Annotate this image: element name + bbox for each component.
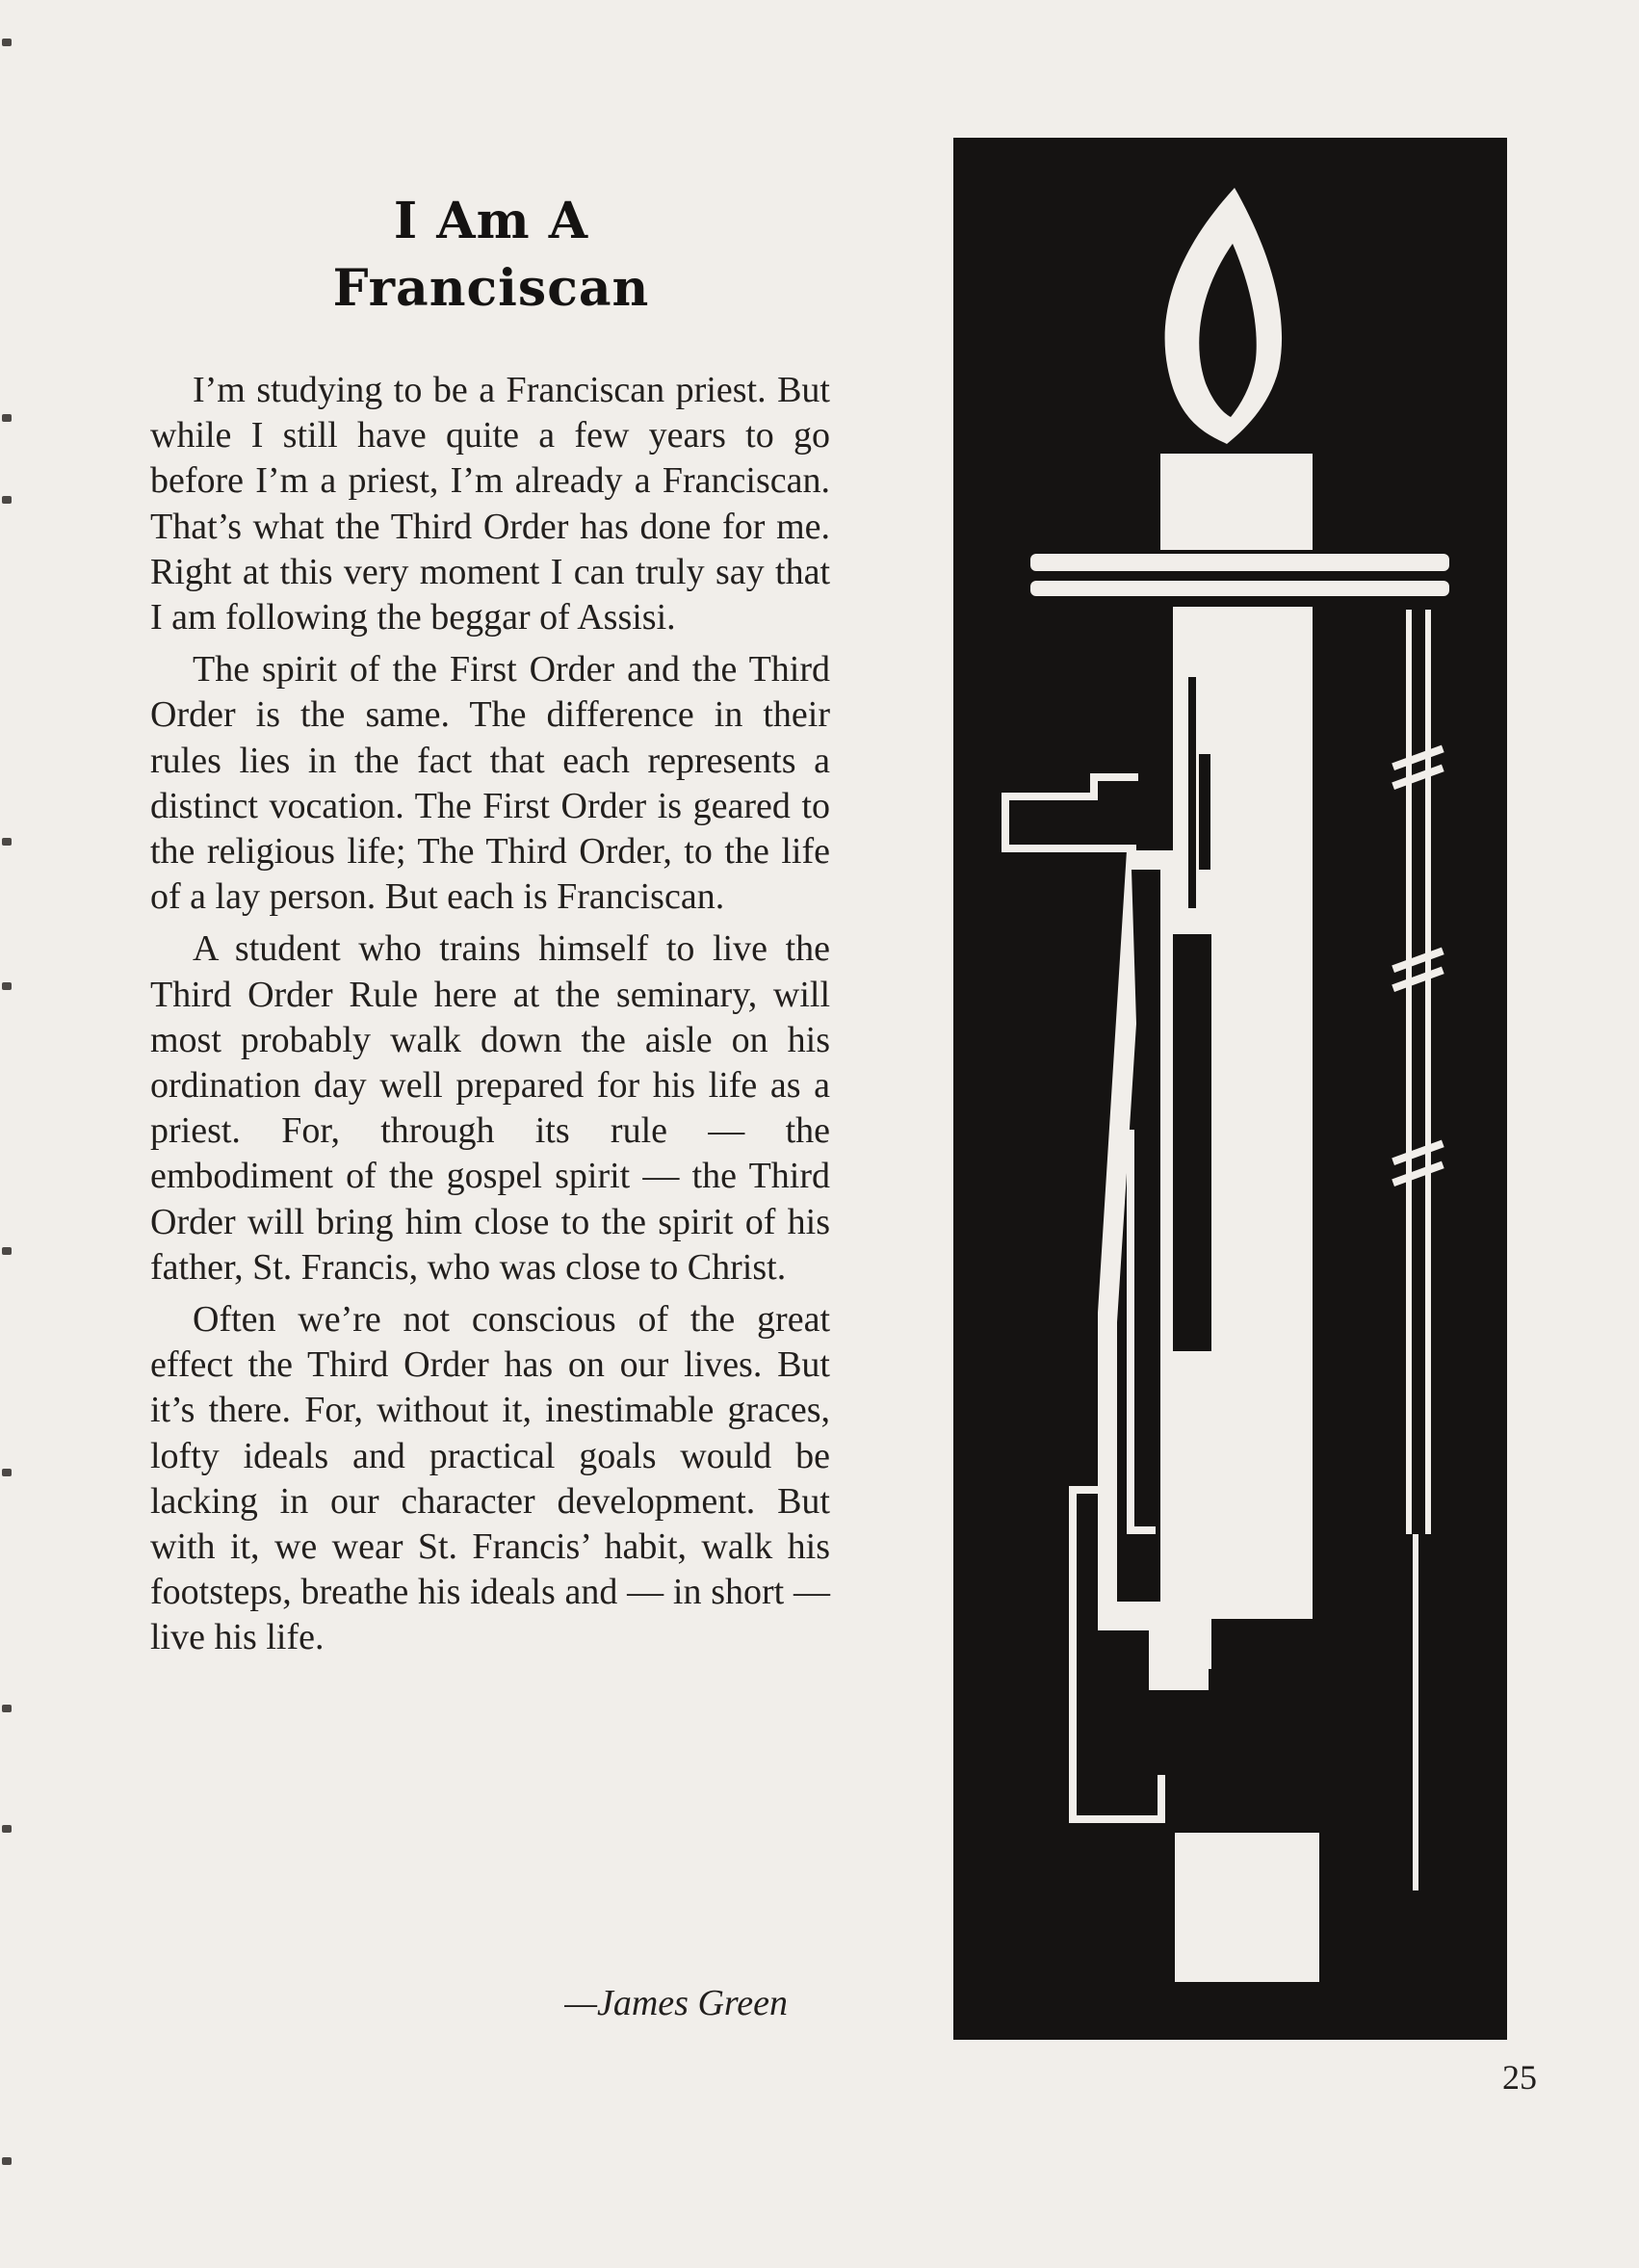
article-body [150, 368, 830, 1668]
binding-hole-mark [2, 2157, 12, 2165]
paragraph-4: Often we’re not conscious of the great effect the Third Order has on our lives. But it’s there. For, without it, inestimable graces, lofty ideals and practical goals would be lacking in our character development. But with it, we wear St. Francis’ habit, walk his footsteps, breathe his ideals and — in short — live his life. [150, 1299, 830, 1658]
binding-hole-mark [2, 838, 12, 846]
cross-bar-upper [1030, 554, 1449, 571]
paragraph-1: I’m studying to be a Franciscan priest. But while I still have quite a few years to go before I’m a priest, I’m already a Franciscan. That’s what the Third Order has done for me. Right at this very moment I can truly say that I am following the beggar of Assisi. [150, 370, 830, 639]
binding-hole-mark [2, 982, 12, 990]
rope-strand-1 [1406, 610, 1412, 1534]
paragraph-2: The spirit of the First Order and the Third Order is the same. The difference in their rules lies in the fact that each represents a distinct vocation. The First Order is geared to the religious life; The Third Order, to the life of a lay person. But each is Franciscan. [150, 649, 830, 918]
binding-hole-mark [2, 496, 12, 504]
author-byline: —James Green [564, 1983, 788, 2023]
binding-hole-mark [2, 39, 12, 46]
candle-base [1175, 1833, 1319, 1982]
paragraph-3: A student who trains himself to live the Third Order Rule here at the seminary, will most probably walk down the aisle on his ordination day well prepared for his life as a priest. For, through its rule — the embodiment of the gospel spirit — the Third Order will bring him close to the spirit of his father, St. Francis, who was close to Christ. [150, 928, 830, 1288]
candle-top [1160, 454, 1313, 550]
binding-hole-mark [2, 1705, 12, 1712]
title-line-1: I Am A [393, 191, 589, 250]
binding-hole-mark [2, 1469, 12, 1476]
cross-arm-left [1002, 793, 1009, 852]
title-line-2: Franciscan [332, 258, 650, 318]
page-number: 25 [1502, 2058, 1537, 2097]
binding-hole-mark [2, 414, 12, 422]
binding-hole-mark [2, 1825, 12, 1833]
binding-hole-mark [2, 1247, 12, 1255]
candle-cross-woodcut-illustration [953, 138, 1507, 2040]
cross-bar-lower [1030, 581, 1449, 596]
rope-strand-2 [1425, 610, 1431, 1534]
article-title [241, 188, 741, 323]
small-square [1149, 1630, 1209, 1690]
candle-body-lower [1211, 866, 1313, 1619]
